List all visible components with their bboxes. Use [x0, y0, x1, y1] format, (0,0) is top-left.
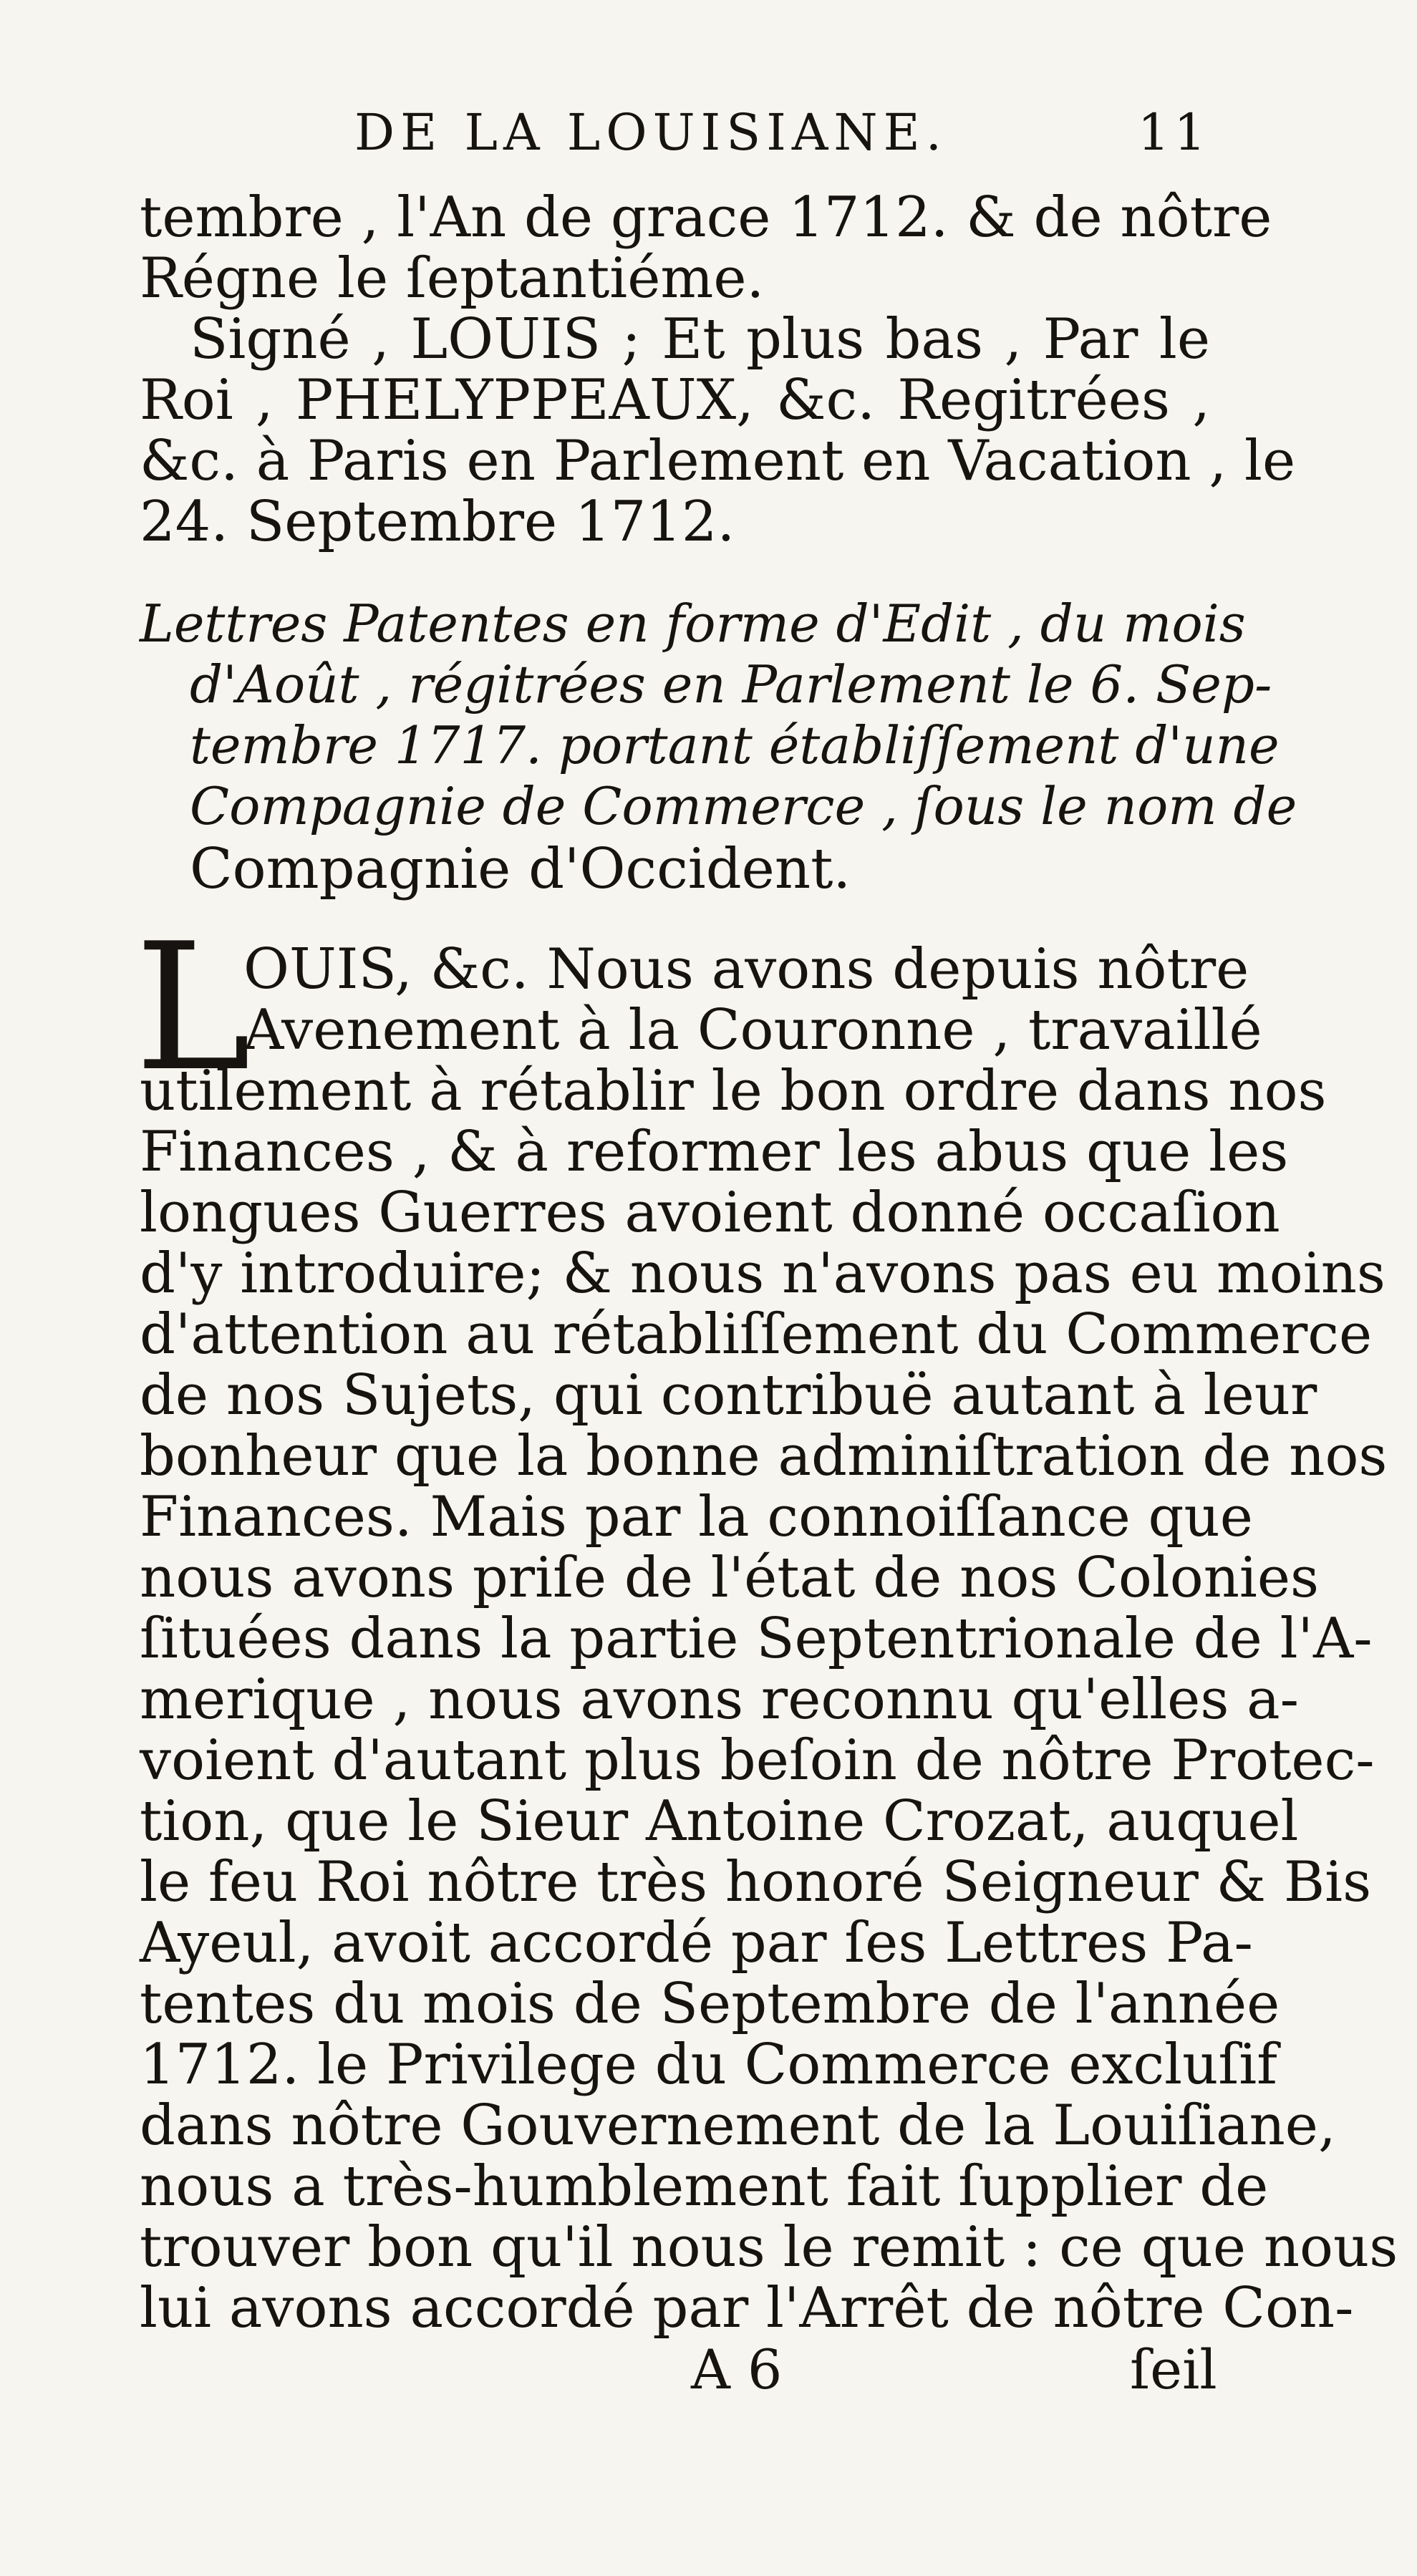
text-line: &c. à Paris en Parlement en Vacation , le	[140, 429, 1296, 493]
body-line: de nos Sujets, qui contribuë autant à leur	[140, 1363, 1317, 1428]
body-line: nous a très-humblement fait ſupplier de	[140, 2154, 1269, 2219]
body-line: 1712. le Privilege du Commerce excluſif	[140, 2033, 1278, 2097]
body-line: tion, que le Sieur Antoine Crozat, auquel	[140, 1789, 1299, 1854]
text-line: tembre , l'An de grace 1712. & de nôtre	[140, 185, 1272, 250]
signature-mark: A 6	[691, 2338, 783, 2401]
body-line: dans nôtre Gouvernement de la Louiſiane,	[140, 2093, 1336, 2158]
body-line: Finances. Mais par la connoiſſance que	[140, 1485, 1253, 1549]
text-line: Signé , LOUIS ; Et plus bas , Par le	[190, 307, 1210, 372]
body-line: Finances , & à reformer les abus que les	[140, 1120, 1289, 1184]
section-heading-line: Lettres Patentes en forme d'Edit , du mois	[140, 594, 1246, 654]
body-line: d'attention au rétabliſſement du Commerce	[140, 1302, 1373, 1367]
section-heading-line: d'Août , régitrées en Parlement le 6. Sep-	[190, 654, 1272, 715]
section-heading-line: tembre 1717. portant établiſſement d'une	[190, 715, 1280, 775]
body-line: nous avons priſe de l'état de nos Colonies	[140, 1546, 1320, 1610]
running-title: DE LA LOUISIANE.	[354, 103, 948, 162]
text-line: Roi , PHELYPPEAUX, &c. Regitrées ,	[140, 368, 1210, 432]
body-line: bonheur que la bonne adminiſtration de nos	[140, 1424, 1388, 1488]
text-line: 24. Septembre 1712.	[140, 490, 735, 554]
body-line: utilement à rétablir le bon ordre dans nos	[140, 1059, 1327, 1123]
body-line: longues Guerres avoient donné occaſion	[140, 1181, 1280, 1245]
catchword: ſeil	[1130, 2338, 1217, 2401]
section-heading-line: Compagnie d'Occident.	[190, 837, 851, 901]
body-line: le feu Roi nôtre très honoré Seigneur & Bis	[140, 1850, 1372, 1914]
text-line: Régne le ſeptantiéme.	[140, 246, 765, 311]
body-line: ſituées dans la partie Septentrionale de l'A-	[140, 1607, 1373, 1671]
body-line: tentes du mois de Septembre de l'année	[140, 1972, 1280, 2036]
body-line: lui avons accordé par l'Arrêt de nôtre Con-	[140, 2276, 1354, 2340]
body-line: d'y introduire; & nous n'avons pas eu moins	[140, 1241, 1385, 1306]
body-line: merique , nous avons reconnu qu'elles a-	[140, 1667, 1299, 1732]
body-line: Ayeul, avoit accordé par ſes Lettres Pa-	[140, 1911, 1253, 1975]
body-line: Avenement à la Couronne , travaillé	[243, 998, 1262, 1062]
section-heading-line: Compagnie de Commerce , ſous le nom de	[190, 776, 1297, 836]
body-line: voient d'autant plus beſoin de nôtre Protec-	[140, 1728, 1375, 1793]
page-number: 11	[1137, 103, 1210, 162]
body-line: OUIS, &c. Nous avons depuis nôtre	[243, 937, 1249, 1002]
drop-cap: L	[135, 906, 251, 1110]
body-line: trouver bon qu'il nous le remit : ce que nous	[140, 2215, 1398, 2280]
